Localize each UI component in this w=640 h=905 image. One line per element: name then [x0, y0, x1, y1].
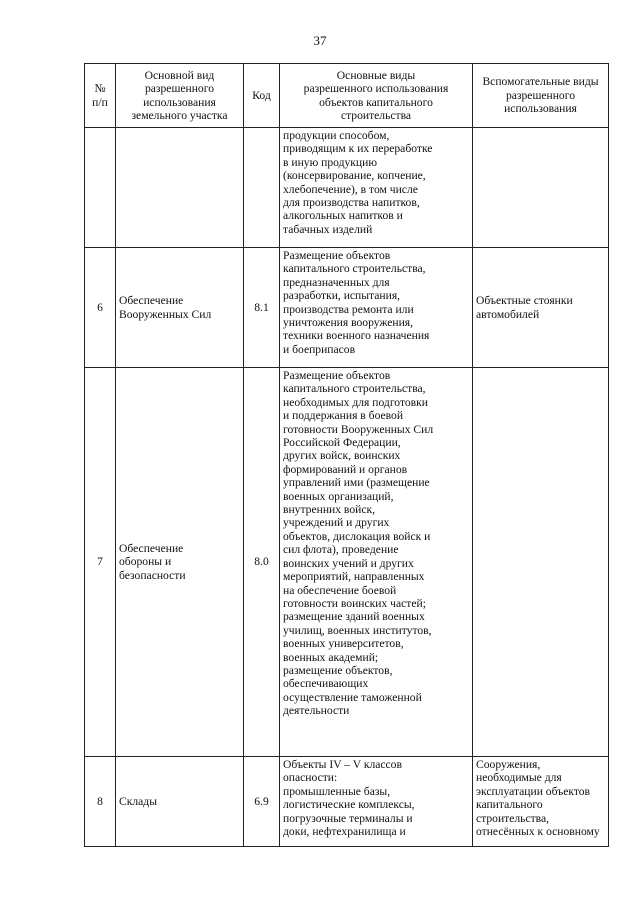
row-auxiliary — [473, 128, 609, 248]
header-auxiliary-use — [473, 64, 609, 128]
text-line: алкогольных напитков и — [283, 209, 403, 223]
text-line: воинских учений и других — [283, 556, 414, 570]
text-line: военных академий; — [283, 650, 379, 664]
text-line: объектов, дислокация войск и — [283, 529, 431, 543]
row-code: 8.1 — [244, 248, 280, 368]
text-line: осуществление таможенной — [283, 690, 422, 704]
text-line: погрузочные терминалы и — [283, 811, 413, 825]
text-line: опасности: — [283, 771, 338, 785]
text-line: капитального строительства, — [283, 262, 426, 276]
row-main-use — [116, 368, 244, 757]
text-line: Основной вид — [144, 68, 215, 82]
text-line: Сооружения, — [476, 758, 541, 771]
text-line: разработки, испытания, — [283, 289, 401, 303]
text-line: училищ, военных институтов, — [283, 623, 432, 637]
table-row — [85, 248, 609, 368]
text-line: отнесённых к основному — [476, 825, 600, 839]
row-auxiliary — [473, 248, 609, 368]
text-line: логистические комплексы, — [283, 798, 415, 812]
text-line: приводящим к их переработке — [283, 142, 433, 156]
text-line: п/п — [92, 95, 108, 109]
text-line: строительства — [340, 108, 412, 122]
text-line: строительства, — [476, 811, 550, 825]
text-line: № — [94, 82, 106, 96]
row-description — [280, 248, 473, 368]
text-line: военных организаций, — [283, 489, 394, 503]
text-line: хлебопечение), в том числе — [283, 182, 418, 196]
text-line: необходимых для подготовки — [283, 395, 428, 409]
page-number: 37 — [313, 33, 327, 48]
row-code: 8.0 — [244, 368, 280, 757]
text-line: (консервирование, копчение, — [283, 169, 426, 183]
text-line: разрешенного — [144, 82, 214, 96]
text-line: табачных изделий — [283, 222, 373, 236]
text-line: Российской Федерации, — [283, 436, 401, 450]
text-line: обеспечивающих — [283, 677, 369, 691]
text-line: деятельности — [283, 704, 350, 718]
text-line: автомобилей — [476, 307, 540, 321]
text-line: капитального — [476, 798, 543, 812]
text-line: уничтожения вооружения, — [283, 316, 414, 330]
text-line: объектов капитального — [319, 95, 433, 109]
text-line: управлений ими (размещение — [283, 476, 430, 490]
text-line: Размещение объектов — [283, 249, 391, 262]
text-line: размещение объектов, — [283, 663, 393, 677]
row-code: 6.9 — [244, 757, 280, 847]
text-line: капитального строительства, — [283, 382, 426, 396]
row-number: 6 — [85, 248, 116, 368]
header-code — [244, 64, 280, 128]
row-main-use — [116, 757, 244, 847]
text-line: Объектные стоянки — [476, 294, 573, 308]
row-number — [85, 128, 116, 248]
text-line: продукции способом, — [283, 129, 390, 142]
text-line: Склады — [119, 794, 157, 808]
text-line: разрешенного использования — [303, 82, 449, 96]
text-line: военных университетов, — [283, 637, 404, 651]
row-auxiliary — [473, 757, 609, 847]
text-line: размещение зданий военных — [283, 610, 425, 624]
text-line: производства ремонта или — [283, 302, 414, 316]
text-line: формирований и органов — [283, 462, 408, 476]
text-line: и поддержания в боевой — [283, 409, 404, 423]
text-line: учреждений и других — [283, 516, 390, 530]
text-line: использования — [504, 102, 577, 116]
text-line: других войск, воинских — [283, 449, 401, 463]
table-row — [85, 128, 609, 248]
text-line: Вооруженных Сил — [119, 307, 212, 321]
text-line: Вспомогательные виды — [482, 75, 599, 89]
text-line: для производства напитков, — [283, 196, 420, 210]
text-line: использования — [143, 95, 216, 109]
text-line: Объекты IV – V классов — [283, 758, 402, 771]
text-line: готовности Вооруженных Сил — [283, 422, 434, 436]
row-main-use — [116, 248, 244, 368]
text-line: земельного участка — [131, 108, 228, 122]
row-description — [280, 128, 473, 248]
row-number: 8 — [85, 757, 116, 847]
row-code — [244, 128, 280, 248]
text-line: сил флота), проведение — [283, 543, 399, 557]
text-line: готовности воинских частей; — [283, 596, 426, 610]
text-line: обороны и — [119, 555, 172, 569]
text-line: Обеспечение — [119, 541, 184, 555]
row-main-use — [116, 128, 244, 248]
row-number: 7 — [85, 368, 116, 757]
text-line: техники военного назначения — [283, 329, 430, 343]
land-use-table — [84, 63, 609, 847]
text-line: Основные виды — [336, 68, 416, 82]
table-header-row — [85, 64, 609, 128]
text-line: и боеприпасов — [283, 342, 356, 356]
text-line: на обеспечение боевой — [283, 583, 397, 597]
text-line: Размещение объектов — [283, 369, 391, 382]
table-row — [85, 368, 609, 757]
table-row — [85, 757, 609, 847]
text-line: доки, нефтехранилища и — [283, 825, 406, 839]
header-number — [85, 64, 116, 128]
text-line: промышленные базы, — [283, 784, 391, 798]
row-auxiliary — [473, 368, 609, 757]
text-line: Обеспечение — [119, 294, 184, 308]
row-description — [280, 368, 473, 757]
text-line: внутренних войск, — [283, 503, 376, 517]
text-line: эксплуатации объектов — [476, 784, 591, 798]
row-description — [280, 757, 473, 847]
text-line: мероприятий, направленных — [283, 570, 425, 584]
text-line: разрешенного — [505, 88, 575, 102]
header-main-objects — [280, 64, 473, 128]
text-line: в иную продукцию — [283, 155, 378, 169]
text-line: безопасности — [119, 568, 186, 582]
text-line: Код — [252, 88, 271, 102]
text-line: предназначенных для — [283, 275, 390, 289]
header-main-use — [116, 64, 244, 128]
text-line: необходимые для — [476, 771, 562, 785]
